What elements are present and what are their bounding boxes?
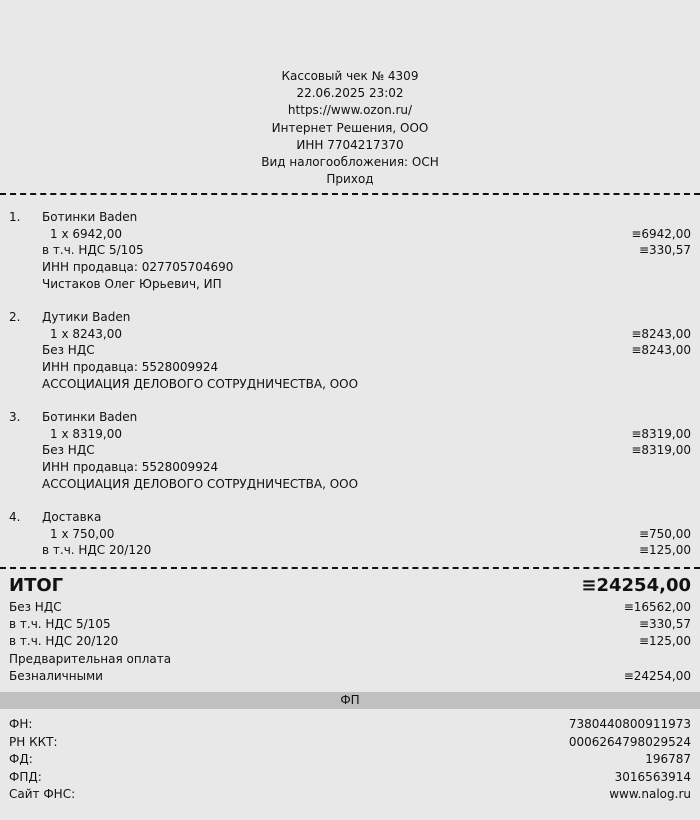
item-seller-inn: ИНН продавца: 027705704690: [42, 260, 234, 275]
item-seller-name: Чистаков Олег Юрьевич, ИП: [42, 276, 222, 291]
fp-bar: ФП: [0, 692, 700, 709]
item-name: Доставка: [42, 509, 102, 524]
item-tax-label: в т.ч. НДС 20/120: [42, 543, 152, 558]
tax-system: Вид налогообложения: ОСН: [261, 154, 439, 169]
item-name: Дутики Baden: [42, 309, 131, 324]
item-tax-label: в т.ч. НДС 5/105: [42, 243, 144, 258]
item-qty-price: 1 х 8319,00: [50, 426, 122, 441]
operation-type: Приход: [326, 172, 374, 187]
item-sum: ≡8243,00: [631, 326, 691, 341]
item-qty-price: 1 х 750,00: [50, 526, 115, 541]
totals-row-label: Безналичными: [9, 668, 103, 683]
totals-row-value: ≡24254,00: [623, 668, 691, 683]
item-name: Ботинки Baden: [42, 210, 138, 224]
fiscal-value: 7380440800911973: [568, 717, 691, 731]
totals-row-label: в т.ч. НДС 20/120: [9, 634, 119, 649]
item-number: 2.: [9, 309, 21, 324]
item-tax-amount: ≡8319,00: [631, 443, 691, 458]
total-label: ИТОГ: [9, 575, 64, 596]
receipt-header: [0, 68, 700, 188]
item-number: 3.: [9, 409, 21, 424]
item-name: Ботинки Baden: [42, 409, 138, 424]
item-tax-amount: ≡125,00: [638, 543, 691, 558]
item-qty-price: 1 х 6942,00: [50, 226, 122, 241]
fiscal-label: ФД:: [9, 752, 33, 767]
totals-row-value: ≡16562,00: [623, 600, 691, 614]
list-item: [0, 309, 700, 392]
receipt-title: Кассовый чек № 4309: [281, 69, 419, 83]
item-sum: ≡6942,00: [631, 226, 691, 241]
items-list: [0, 209, 700, 575]
fiscal-value: 196787: [645, 752, 691, 767]
totals-row-label: Предварительная оплата: [9, 651, 172, 666]
item-number: 1.: [9, 210, 21, 224]
fiscal-label: РН ККТ:: [9, 734, 58, 749]
list-item: [0, 209, 700, 292]
total-value: ≡24254,00: [581, 575, 691, 596]
item-tax-label: Без НДС: [42, 343, 95, 358]
fiscal-label: ФПД:: [9, 769, 42, 784]
list-item: [0, 509, 700, 559]
divider: [0, 567, 700, 569]
totals-row-label: Без НДС: [9, 600, 62, 614]
fiscal-value[interactable]: www.nalog.ru: [609, 787, 691, 802]
totals-row-value: ≡330,57: [638, 617, 691, 632]
item-tax-label: Без НДС: [42, 443, 95, 458]
item-number: 4.: [9, 509, 21, 524]
company-inn: ИНН 7704217370: [296, 137, 404, 152]
totals-row-label: в т.ч. НДС 5/105: [9, 617, 111, 632]
totals-section: [0, 575, 700, 685]
item-seller-name: АССОЦИАЦИЯ ДЕЛОВОГО СОТРУДНИЧЕСТВА, ООО: [42, 376, 359, 391]
item-seller-inn: ИНН продавца: 5528009924: [42, 459, 219, 474]
item-tax-amount: ≡8243,00: [631, 343, 691, 358]
item-sum: ≡8319,00: [631, 426, 691, 441]
fiscal-value: 3016563914: [614, 769, 691, 784]
fiscal-label: ФН:: [9, 717, 33, 731]
divider: [0, 193, 700, 195]
store-url: https://www.ozon.ru/: [287, 103, 413, 118]
fiscal-info: [0, 716, 700, 804]
item-qty-price: 1 х 8243,00: [50, 326, 122, 341]
fiscal-value: 0006264798029524: [568, 734, 691, 749]
totals-row-value: ≡125,00: [638, 634, 691, 649]
item-seller-inn: ИНН продавца: 5528009924: [42, 360, 219, 374]
fiscal-label: Сайт ФНС:: [9, 787, 76, 802]
item-sum: ≡750,00: [638, 526, 691, 541]
company-name: Интернет Решения, ООО: [271, 120, 429, 135]
item-seller-name: АССОЦИАЦИЯ ДЕЛОВОГО СОТРУДНИЧЕСТВА, ООО: [42, 476, 359, 491]
list-item: [0, 409, 700, 492]
receipt-datetime: 22.06.2025 23:02: [296, 86, 404, 101]
item-tax-amount: ≡330,57: [638, 243, 691, 258]
